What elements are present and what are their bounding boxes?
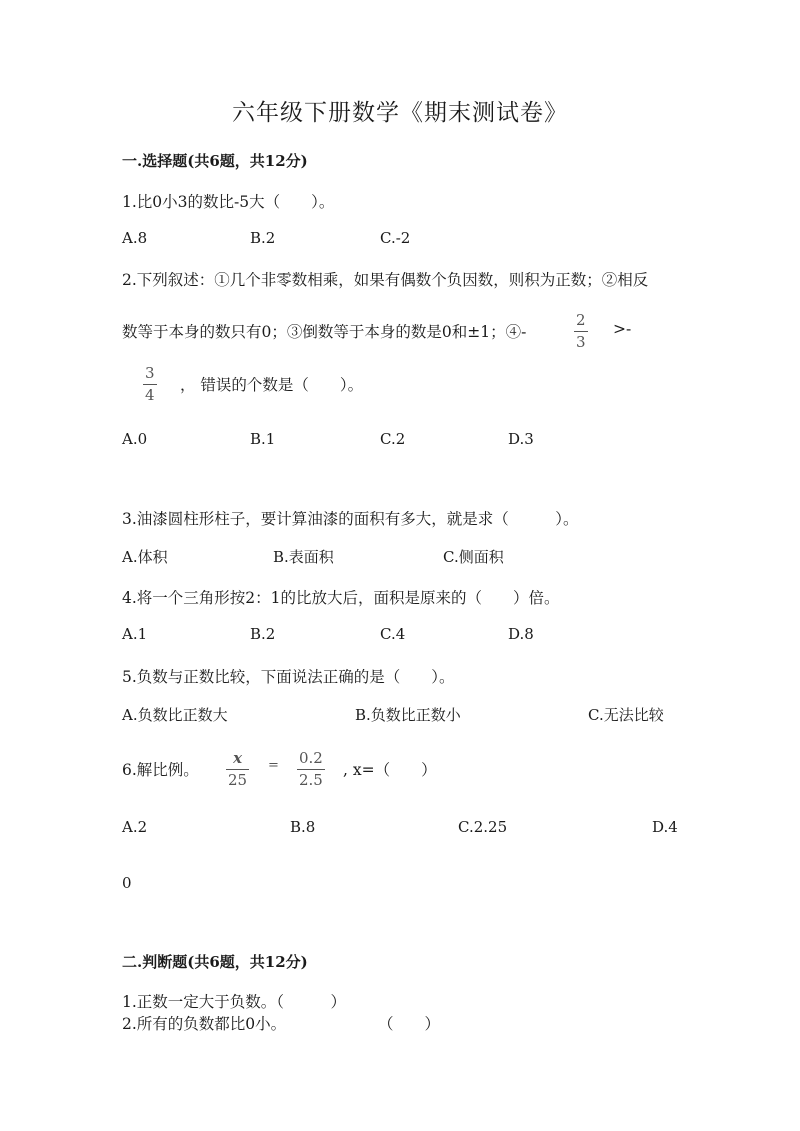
q3-option-a: A.体积 <box>122 548 168 566</box>
q4-option-d: D.8 <box>508 625 534 643</box>
fraction-denominator: 4 <box>145 386 155 404</box>
fraction-numerator: 2 <box>576 311 586 329</box>
fraction-denominator: 25 <box>228 771 248 789</box>
q4-option-b: B.2 <box>250 625 276 643</box>
fraction-bar <box>226 769 249 770</box>
tf-question-2: 2.所有的负数都比0小。 <box>122 1015 287 1033</box>
question-2-line-2: 数等于本身的数只有0；③倒数等于本身的数是0和±1；④- <box>122 323 527 341</box>
q6-option-c: C.2.25 <box>458 818 508 836</box>
question-2-line-3: ， 错误的个数是（ ）。 <box>180 376 364 394</box>
fraction-x-over-25 <box>226 751 249 788</box>
question-4: 4.将一个三角形按2：1的比放大后，面积是原来的（ ）倍。 <box>122 589 560 607</box>
greater-than-negative: >- <box>613 320 632 338</box>
q5-option-a: A.负数比正数大 <box>122 706 228 724</box>
q5-option-c: C.无法比较 <box>588 706 664 724</box>
fraction-numerator: x <box>233 749 243 767</box>
fraction-denominator: 3 <box>576 333 586 351</box>
q6-option-d-overflow: 0 <box>122 874 132 892</box>
q6-option-b: B.8 <box>290 818 316 836</box>
q3-option-b: B.表面积 <box>273 548 334 566</box>
page-title: 六年级下册数学《期末测试卷》 <box>232 100 568 126</box>
q4-option-a: A.1 <box>122 625 148 643</box>
q3-option-c: C.侧面积 <box>443 548 504 566</box>
question-2-line-1: 2.下列叙述：①几个非零数相乘，如果有偶数个负因数，则积为正数；②相反 <box>122 271 649 289</box>
q6-option-d: D.4 <box>652 818 678 836</box>
q4-option-c: C.4 <box>380 625 406 643</box>
question-1: 1.比0小3的数比-5大（ ）。 <box>122 193 335 211</box>
equals-sign: = <box>268 758 279 773</box>
fraction-two-thirds <box>574 313 588 350</box>
fraction-numerator: 0.2 <box>299 749 323 767</box>
q2-option-a: A.0 <box>122 430 148 448</box>
q6-option-a: A.2 <box>122 818 148 836</box>
fraction-bar <box>143 384 157 385</box>
q5-option-b: B.负数比正数小 <box>355 706 461 724</box>
tf-question-1: 1.正数一定大于负数。（ ） <box>122 993 347 1011</box>
fraction-bar <box>574 331 588 332</box>
question-5: 5.负数与正数比较，下面说法正确的是（ ）。 <box>122 668 455 686</box>
fraction-bar <box>297 769 325 770</box>
fraction-0.2-over-2.5 <box>297 751 325 788</box>
q1-option-c: C.-2 <box>380 229 411 247</box>
q2-option-b: B.1 <box>250 430 276 448</box>
q1-option-a: A.8 <box>122 229 148 247</box>
section-heading-choice: 一.选择题(共6题，共12分) <box>122 152 308 170</box>
fraction-denominator: 2.5 <box>299 771 323 789</box>
q2-option-c: C.2 <box>380 430 406 448</box>
question-3: 3.油漆圆柱形柱子，要计算油漆的面积有多大，就是求（ ）。 <box>122 510 579 528</box>
question-6-prefix: 6.解比例。 <box>122 761 199 779</box>
q1-option-b: B.2 <box>250 229 276 247</box>
tf-question-2-blank: （ ） <box>378 1015 441 1033</box>
section-heading-true-false: 二.判断题(共6题，共12分) <box>122 953 308 971</box>
fraction-three-quarters <box>143 366 157 403</box>
question-6-suffix: , x=（ ） <box>343 761 437 779</box>
q2-option-d: D.3 <box>508 430 534 448</box>
fraction-numerator: 3 <box>145 364 155 382</box>
